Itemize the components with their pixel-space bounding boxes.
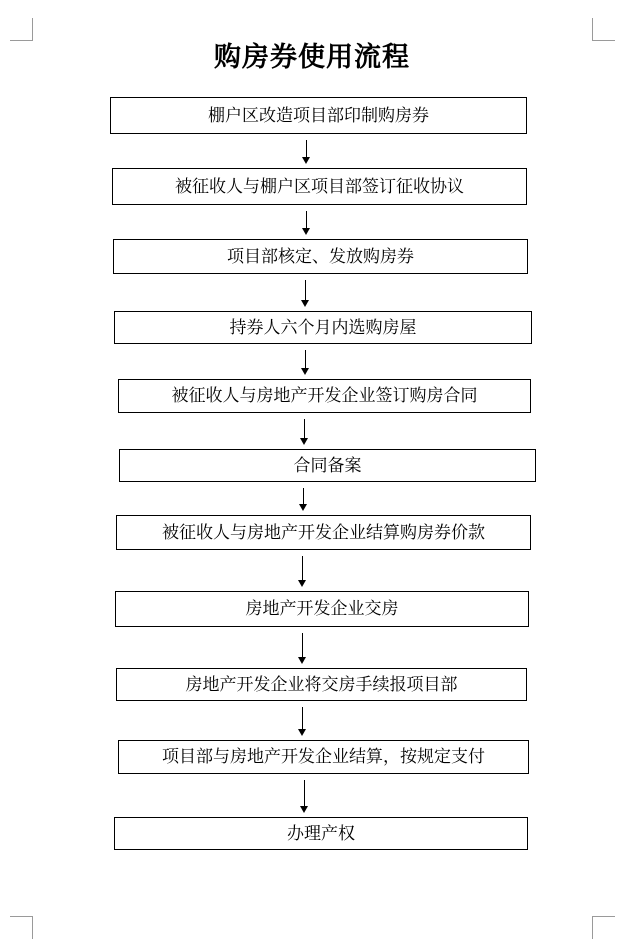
flow-arrow-7 [296, 556, 308, 587]
arrow-head-icon [300, 438, 308, 445]
flow-arrow-1 [300, 140, 312, 164]
flow-arrow-9 [296, 707, 308, 736]
flow-step-1 [110, 97, 527, 134]
flow-step-label: 被征收人与房地产开发企业结算购房券价款 [162, 522, 485, 543]
crop-mark-bottom-right [592, 916, 615, 939]
flow-arrow-8 [296, 633, 308, 664]
flow-step-8 [115, 591, 529, 627]
arrow-head-icon [298, 729, 306, 736]
flow-step-11 [114, 817, 528, 850]
flow-arrow-6 [297, 488, 309, 511]
flow-step-label: 持券人六个月内选购房屋 [229, 317, 417, 338]
flow-step-label: 房地产开发企业将交房手续报项目部 [185, 674, 458, 695]
flow-step-label: 办理产权 [287, 823, 355, 844]
flow-step-label: 合同备案 [293, 455, 362, 476]
flow-arrow-10 [298, 780, 310, 813]
arrow-head-icon [299, 504, 307, 511]
flow-step-5 [118, 379, 531, 413]
flowchart-title: 购房券使用流程 [214, 42, 410, 73]
arrow-head-icon [298, 580, 306, 587]
flow-step-2 [112, 168, 527, 205]
crop-mark-top-right [592, 18, 615, 41]
crop-mark-top-left [10, 18, 33, 41]
crop-mark-bottom-left [10, 916, 33, 939]
flow-arrow-2 [300, 211, 312, 235]
flow-arrow-3 [299, 280, 311, 307]
flow-step-label: 棚户区改造项目部印制购房券 [208, 105, 429, 126]
arrow-head-icon [301, 300, 309, 307]
flow-step-label: 房地产开发企业交房 [245, 599, 399, 619]
flow-step-6 [119, 449, 536, 482]
arrow-head-icon [298, 657, 306, 664]
flow-step-label: 项目部核定、发放购房券 [227, 246, 414, 267]
flow-step-3 [113, 239, 528, 274]
flow-step-7 [116, 515, 531, 550]
flow-step-label: 被征收人与棚户区项目部签订征收协议 [175, 176, 464, 197]
flow-arrow-5 [298, 419, 310, 445]
flow-step-4 [114, 311, 532, 344]
flow-step-10 [118, 740, 529, 774]
arrow-head-icon [301, 368, 309, 375]
flow-step-label: 被征收人与房地产开发企业签订购房合同 [171, 386, 478, 406]
flow-step-9 [116, 668, 527, 701]
arrow-head-icon [300, 806, 308, 813]
arrow-head-icon [302, 228, 310, 235]
flow-step-label: 项目部与房地产开发企业结算，按规定支付 [162, 747, 485, 767]
flow-arrow-4 [299, 350, 311, 375]
arrow-head-icon [302, 157, 310, 164]
